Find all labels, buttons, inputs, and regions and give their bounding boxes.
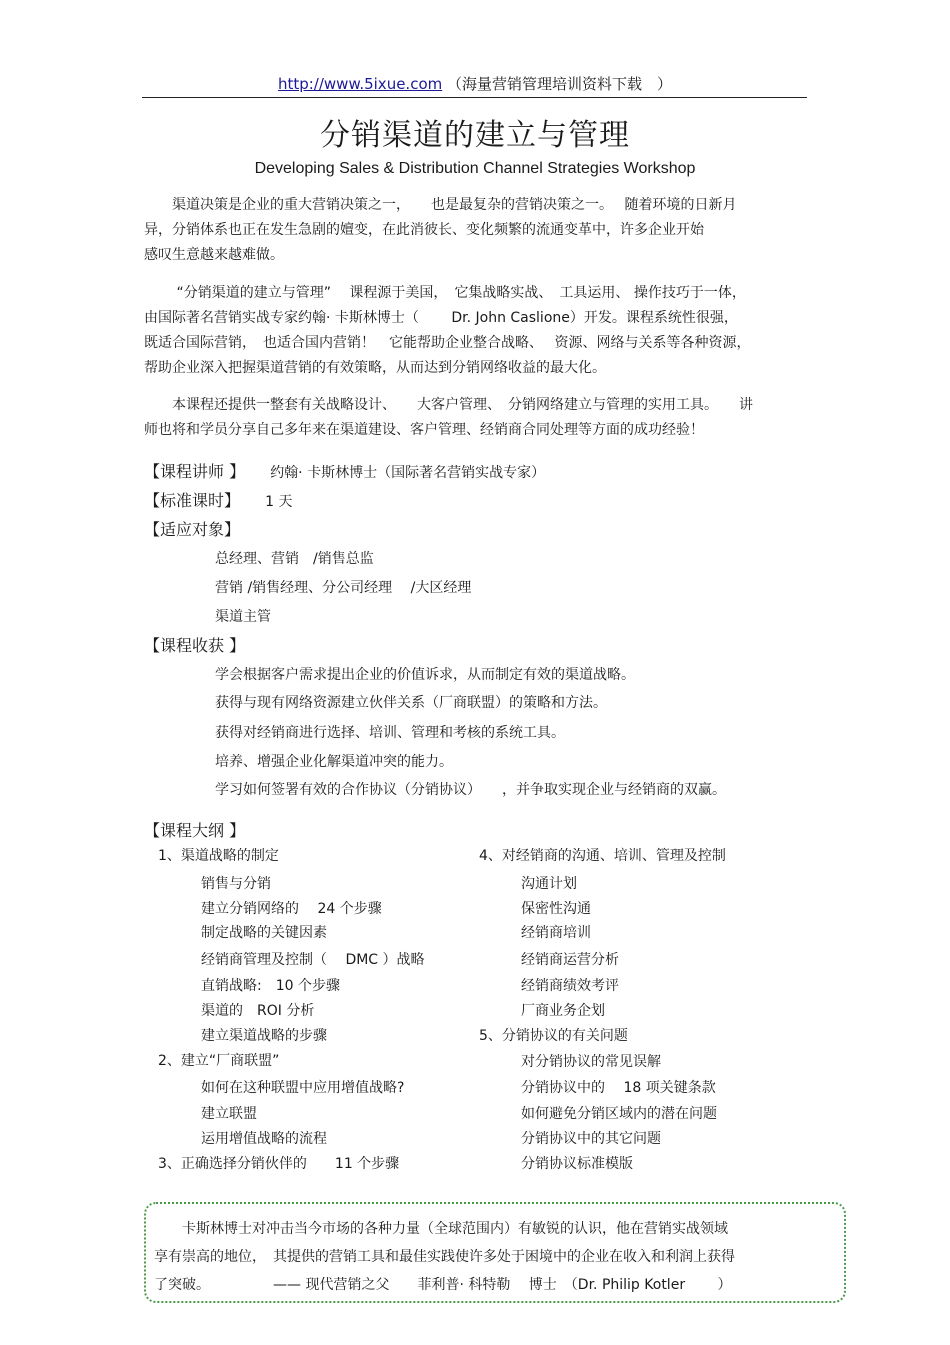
outline-item: 分销协议中的 18 项关键条款 [521, 1080, 716, 1096]
outline-item: 保密性沟通 [521, 901, 591, 917]
document-title: 分销渠道的建立与管理 [320, 118, 630, 153]
section-label: 【适应对象】 [144, 520, 241, 539]
outline-item: 渠道的 ROI 分析 [201, 1003, 315, 1019]
list-item: 获得与现有网络资源建立伙伴关系（厂商联盟）的策略和方法。 [215, 695, 607, 711]
intro-line: 既适合国际营销， 也适合国内营销！ 它能帮助企业整合战略、 资源、网络与关系等各种资源， [144, 335, 751, 351]
outline-item: 建立联盟 [201, 1106, 257, 1122]
list-item: 学习如何签署有效的合作协议（分销协议） ，并争取实现企业与经销商的双赢。 [215, 782, 726, 798]
intro-line: 师也将和学员分享自己多年来在渠道建设、客户管理、经销商合同处理等方面的成功经验！ [144, 422, 704, 438]
outline-item: 建立渠道战略的步骤 [201, 1028, 327, 1044]
outline-heading: 1、渠道战略的制定 [158, 848, 279, 864]
intro-line: “分销渠道的建立与管理” 课程源于美国， 它集战略实战、 工具运用、 操作技巧于一体， [144, 285, 746, 301]
intro-line: 渠道决策是企业的重大营销决策之一， 也是最复杂的营销决策之一。 随着环境的日新月 [144, 197, 737, 213]
outline-item: 经销商绩效考评 [521, 978, 619, 994]
outline-item: 沟通计划 [521, 876, 577, 892]
quote-line: 享有崇高的地位， 其提供的营销工具和最佳实践使许多处于困境中的企业在收入和利润上获得 [154, 1249, 735, 1265]
quote-line: 卡斯林博士对冲击当今市场的各种力量（全球范围内）有敏锐的认识，他在营销实战领域 [154, 1221, 728, 1237]
outline-item: 经销商培训 [521, 925, 591, 941]
outline-item: 如何避免分销区域内的潜在问题 [521, 1106, 717, 1122]
hours-value: 1 天 [265, 494, 293, 510]
intro-line: 异，分销体系也正在发生急剧的嬗变，在此消彼长、变化频繁的流通变革中，许多企业开始 [144, 222, 704, 238]
outline-item: 分销协议中的其它问题 [521, 1131, 661, 1147]
section-label: 【课程讲师 】 [144, 462, 246, 481]
intro-line: 本课程还提供一整套有关战略设计、 大客户管理、 分销网络建立与管理的实用工具。 讲 [144, 397, 753, 413]
outline-item: 厂商业务企划 [521, 1003, 605, 1019]
outline-heading: 4、对经销商的沟通、培训、管理及控制 [479, 848, 726, 864]
lecturer-value: 约翰· 卡斯林博士（国际著名营销实战专家） [270, 465, 546, 481]
list-item: 学会根据客户需求提出企业的价值诉求，从而制定有效的渠道战略。 [215, 667, 635, 683]
section-label: 【标准课时】 [144, 491, 241, 510]
intro-line: 由国际著名营销实战专家约翰· 卡斯林博士（ Dr. John Caslione）开发。课程系统性很强， [144, 310, 738, 326]
page-header [0, 73, 950, 94]
list-item: 总经理、营销 /销售总监 [215, 551, 374, 567]
intro-line: 帮助企业深入把握渠道营销的有效策略，从而达到分销网络收益的最大化。 [144, 360, 606, 376]
list-item: 培养、增强企业化解渠道冲突的能力。 [215, 754, 453, 770]
hours-row [144, 488, 292, 511]
website-link[interactable]: http://www.5ixue.com [277, 75, 443, 93]
list-item: 渠道主管 [215, 609, 271, 625]
document-subtitle: Developing Sales & Distribution Channel Strategies Workshop [254, 160, 696, 177]
outline-item: 运用增值战略的流程 [201, 1131, 327, 1147]
outline-heading: 5、分销协议的有关问题 [479, 1028, 628, 1044]
outline-item: 直销战略: 10 个步骤 [201, 978, 340, 994]
outline-item: 如何在这种联盟中应用增值战略? [201, 1080, 405, 1096]
section-label: 【课程大纲 】 [144, 821, 246, 840]
intro-line: 感叹生意越来越难做。 [144, 247, 284, 263]
lecturer-row [144, 459, 545, 482]
section-label: 【课程收获 】 [144, 636, 246, 655]
list-item: 营销 /销售经理、分公司经理 /大区经理 [215, 580, 472, 596]
outline-item: 销售与分销 [201, 876, 271, 892]
outline-item: 经销商运营分析 [521, 952, 619, 968]
header-divider [142, 97, 807, 98]
outline-item: 建立分销网络的 24 个步骤 [201, 901, 382, 917]
outline-item: 对分销协议的常见误解 [521, 1054, 661, 1070]
list-item: 获得对经销商进行选择、培训、管理和考核的系统工具。 [215, 725, 565, 741]
outline-heading: 3、正确选择分销伙伴的 11 个步骤 [158, 1156, 400, 1172]
header-note: （海量营销管理培训资料下载 ） [447, 75, 673, 93]
outline-heading: 2、建立“厂商联盟” [158, 1053, 280, 1069]
outline-item: 经销商管理及控制（ DMC ）战略 [201, 952, 425, 968]
outline-item: 制定战略的关键因素 [201, 925, 327, 941]
quote-line: 了突破。 —— 现代营销之父 菲利普· 科特勒 博士 （Dr. Philip Kotler ） [154, 1277, 732, 1293]
outline-item: 分销协议标准模版 [521, 1156, 633, 1172]
